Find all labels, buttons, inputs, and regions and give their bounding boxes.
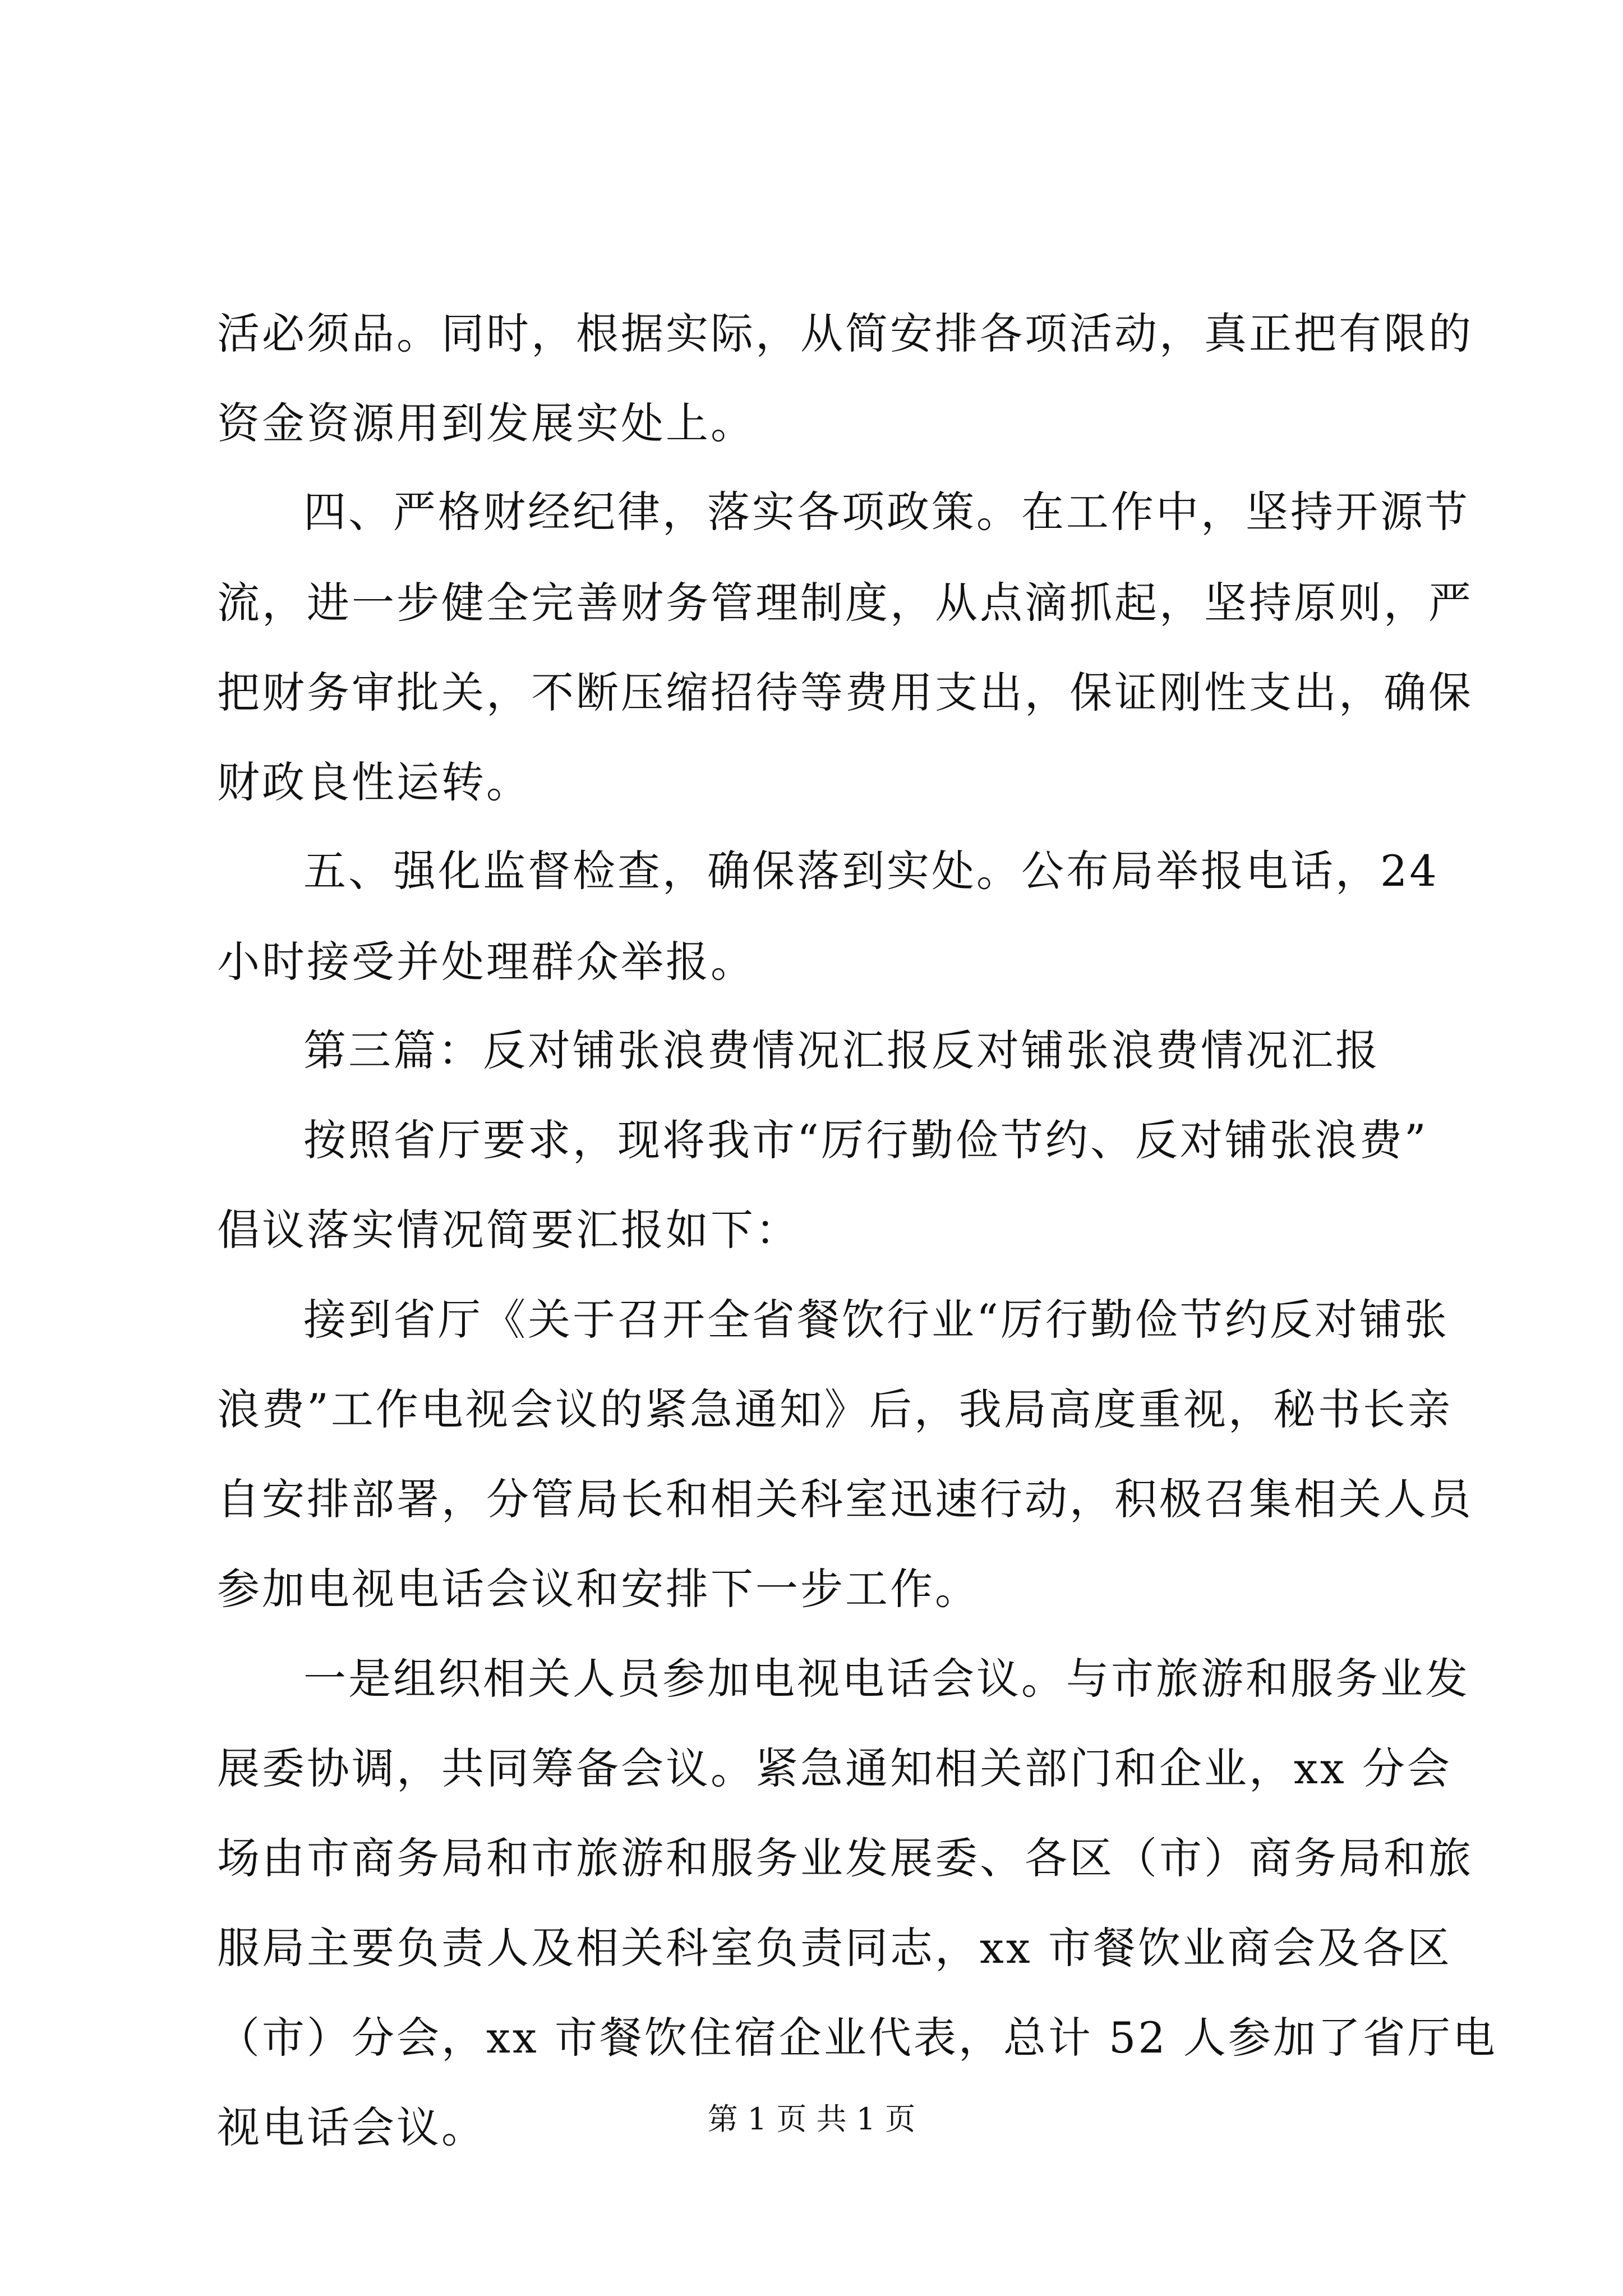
body-text-line: 接到省厅《关于召开全省餐饮行业“厉行勤俭节约反对铺张 bbox=[303, 1295, 1449, 1345]
body-text-line: 场由市商务局和市旅游和服务业发展委、各区（市）商务局和旅 bbox=[217, 1833, 1473, 1883]
page-number-footer: 第 1 页 共 1 页 bbox=[707, 2101, 916, 2137]
body-text-line: 一是组织相关人员参加电视电话会议。与市旅游和服务业发 bbox=[303, 1654, 1470, 1704]
paragraph-heading-five: 五、强化监督检查，确保落到实处。公布局举报电话，24 bbox=[303, 846, 1439, 896]
body-text-line: 服局主要负责人及相关科室负责同志，xx 市餐饮业商会及各区 bbox=[217, 1923, 1452, 1973]
body-text-line: 浪费”工作电视会议的紧急通知》后，我局高度重视，秘书长亲 bbox=[217, 1384, 1453, 1434]
body-text-line: 资金资源用到发展实处上。 bbox=[217, 398, 755, 448]
body-text-line: 活必须品。同时，根据实际，从简安排各项活动，真正把有限的 bbox=[217, 309, 1473, 358]
body-text-line: 把财务审批关，不断压缩招待等费用支出，保证刚性支出，确保 bbox=[217, 668, 1473, 717]
paragraph-heading-four: 四、严格财经纪律，落实各项政策。在工作中，坚持开源节 bbox=[303, 487, 1470, 537]
section-title: 第三篇：反对铺张浪费情况汇报反对铺张浪费情况汇报 bbox=[303, 1025, 1380, 1075]
body-text-line: 财政良性运转。 bbox=[217, 757, 531, 807]
body-text-line: 流，进一步健全完善财务管理制度，从点滴抓起，坚持原则，严 bbox=[217, 578, 1473, 628]
body-text-line: 小时接受并处理群众举报。 bbox=[217, 937, 755, 987]
body-text-line: 倡议落实情况简要汇报如下： bbox=[217, 1205, 800, 1255]
body-text-line: 展委协调，共同筹备会议。紧急通知相关部门和企业，xx 分会 bbox=[217, 1743, 1452, 1793]
body-text-line: 自安排部署，分管局长和相关科室迅速行动，积极召集相关人员 bbox=[217, 1474, 1473, 1524]
body-text-line: 参加电视电话会议和安排下一步工作。 bbox=[217, 1564, 980, 1614]
body-text-line: 视电话会议。 bbox=[217, 2102, 486, 2152]
body-text-line: （市）分会，xx 市餐饮住宿企业代表，总计 52 人参加了省厅电 bbox=[217, 2013, 1497, 2063]
body-text-line: 按照省厅要求，现将我市“厉行勤俭节约、反对铺张浪费” bbox=[303, 1115, 1428, 1165]
